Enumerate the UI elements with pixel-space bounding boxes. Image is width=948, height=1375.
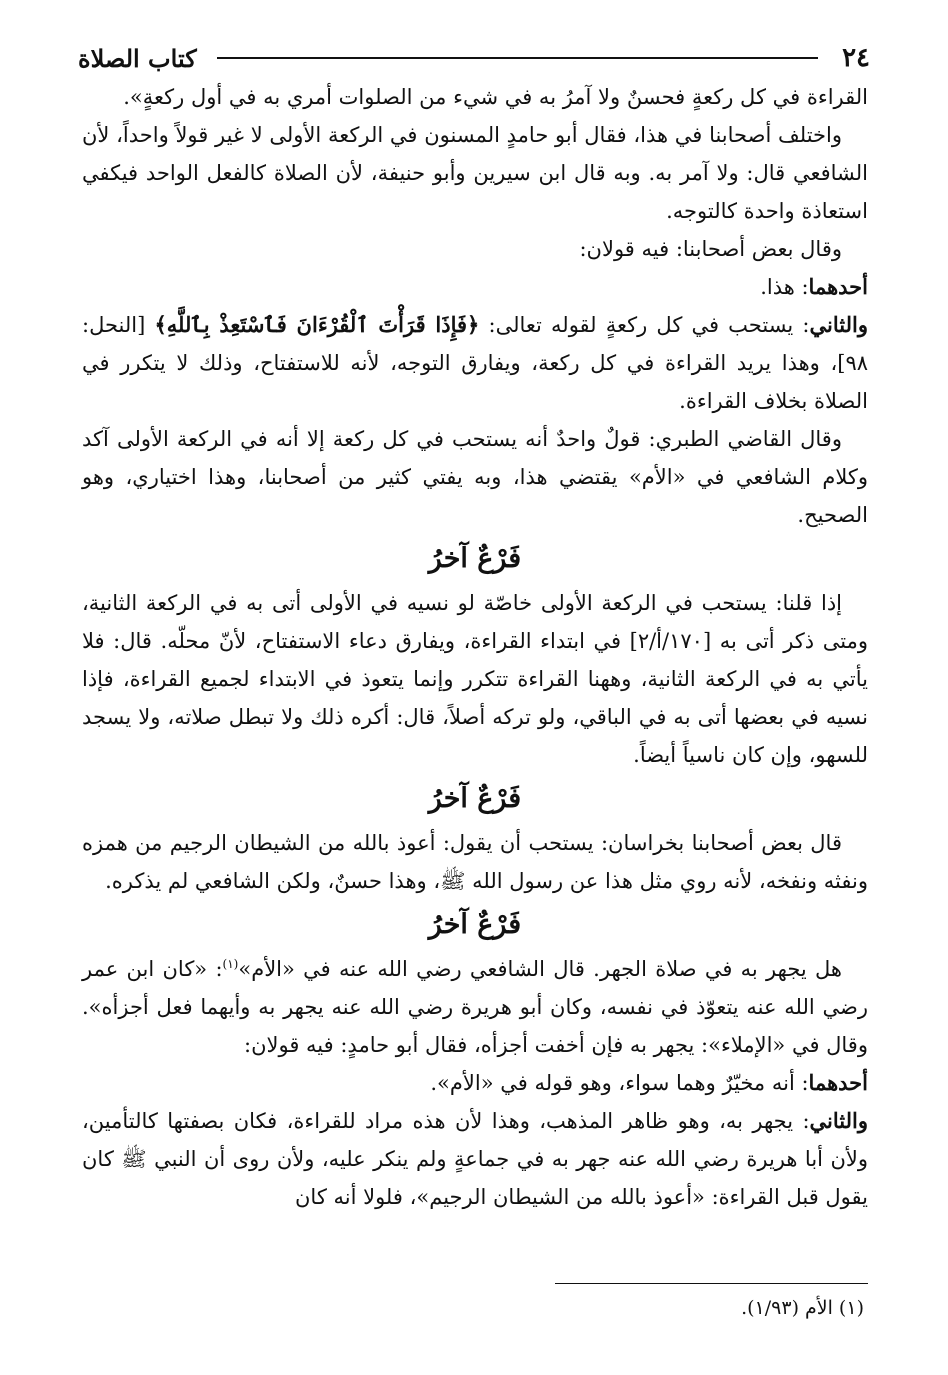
paragraph-text: : يجهر به، وهو ظاهر المذهب، وهذا لأن هذه مراد للقراءة، فكان بصفتها كالتأمين، ولأن أبا هريرة رضي الله عنه جهر به في جماعةٍ ولم ينكر عليه، ولأن روى أن النبي ﷺ كان يقول قبل القراءة: «أعوذ بالله من الشيطان الرجيم»، فلولا أنه كان [82, 1109, 868, 1209]
footnote-marker: (١) [222, 957, 239, 971]
paragraph [82, 1064, 868, 1102]
section-heading: فَرْعٌ آخرُ [428, 909, 522, 940]
paragraph: إذا قلنا: يستحب في الركعة الأولى خاصّة لو نسيه في الأولى أتى به في الركعة الثانية، ومتى ذكر أتى به [١٧٠/أ/٢] في ابتداء القراءة، ويفارق دعاء الاستفتاح، لأنّ محلّه. قال: فلا يأتي به في الركعة الثانية، وههنا القراءة تتكرر وإنما يتعوذ في الابتداء لجميع القراءة، فإذا نسيه في بعضها أتى به في الباقي، ولو تركه أصلاً، قال: أكره ذلك ولا تبطل صلاته، ولا يسجد للسهو، وإن كان ناسياً أيضاً. [82, 591, 868, 767]
paragraph-lead: أحدهما [808, 274, 868, 299]
paragraph: القراءة في كل ركعةٍ فحسنٌ ولا آمرُ به في شيء من الصلوات أمري به في أول ركعةٍ». [123, 85, 868, 109]
paragraph-lead: والثاني [809, 312, 868, 337]
paragraph [82, 306, 868, 420]
section-heading: فَرْعٌ آخرُ [428, 783, 522, 814]
footnote-separator [555, 1283, 868, 1284]
paragraph-lead: أحدهما [808, 1070, 868, 1095]
page-number: ٢٤ [842, 43, 870, 73]
paragraph [82, 268, 868, 306]
paragraph: وقال بعض أصحابنا: فيه قولان: [579, 237, 842, 261]
paragraph-lead: والثاني [809, 1108, 868, 1133]
paragraph [82, 1102, 868, 1216]
page-header [78, 38, 870, 78]
paragraph [82, 950, 868, 1064]
section-heading: فَرْعٌ آخرُ [428, 543, 522, 574]
quran-verse: ﴿فَإِذَا قَرَأْتَ ٱلْقُرْءَانَ فَٱسْتَعِذْ بِٱللَّهِ﴾ [154, 312, 480, 337]
paragraph: واختلف أصحابنا في هذا، فقال أبو حامدٍ المسنون في الركعة الأولى لا غير قولاً واحداً، لأن الشافعي قال: ولا آمر به. وبه قال ابن سيرين وأبو حنيفة، لأن الصلاة كالفعل الواحد فيكفي استعاذة واحدة كالتوجه. [82, 123, 868, 223]
paragraph-text: : هذا. [760, 275, 809, 299]
paragraph-text: هل يجهر به في صلاة الجهر. قال الشافعي رضي الله عنه في «الأم» [238, 957, 842, 981]
paragraph-text: : يستحب في كل ركعةٍ لقوله تعالى: [479, 313, 810, 337]
footnote: (١) الأم (١/٩٣). [741, 1297, 864, 1319]
paragraph: قال بعض أصحابنا بخراسان: يستحب أن يقول: أعوذ بالله من الشيطان الرجيم من همزه ونفثه ونفخه، لأنه روي مثل هذا عن رسول الله ﷺ، وهذا حسنٌ، ولكن الشافعي لم يذكره. [82, 831, 868, 893]
header-rule [217, 57, 818, 59]
running-title: كتاب الصلاة [78, 43, 197, 73]
page-body [82, 78, 868, 1216]
paragraph-text: : «كان ابن عمر رضي الله عنه يتعوّذ في نفسه، وكان أبو هريرة رضي الله عنه يجهر به وأيهما فعل أجزأه». وقال في «الإملاء»: يجهر به فإن أخفت أجزأه، فقال أبو حامدٍ: فيه قولان: [82, 957, 868, 1057]
paragraph-text: [النحل: ٩٨]، وهذا يريد القراءة في كل ركعة، ويفارق التوجه، لأنه للاستفتاح، وذلك لا يتكرر في الصلاة بخلاف القراءة. [82, 313, 868, 413]
paragraph-text: : أنه مخيّرٌ وهما سواء، وهو قوله في «الأم». [430, 1071, 809, 1095]
paragraph: وقال القاضي الطبري: قولٌ واحدٌ أنه يستحب في كل ركعة إلا أنه في الركعة الأولى آكد وكلام الشافعي في «الأم» يقتضي هذا، وبه يفتي كثير من أصحابنا، وهذا اختياري، وهو الصحيح. [82, 427, 868, 527]
